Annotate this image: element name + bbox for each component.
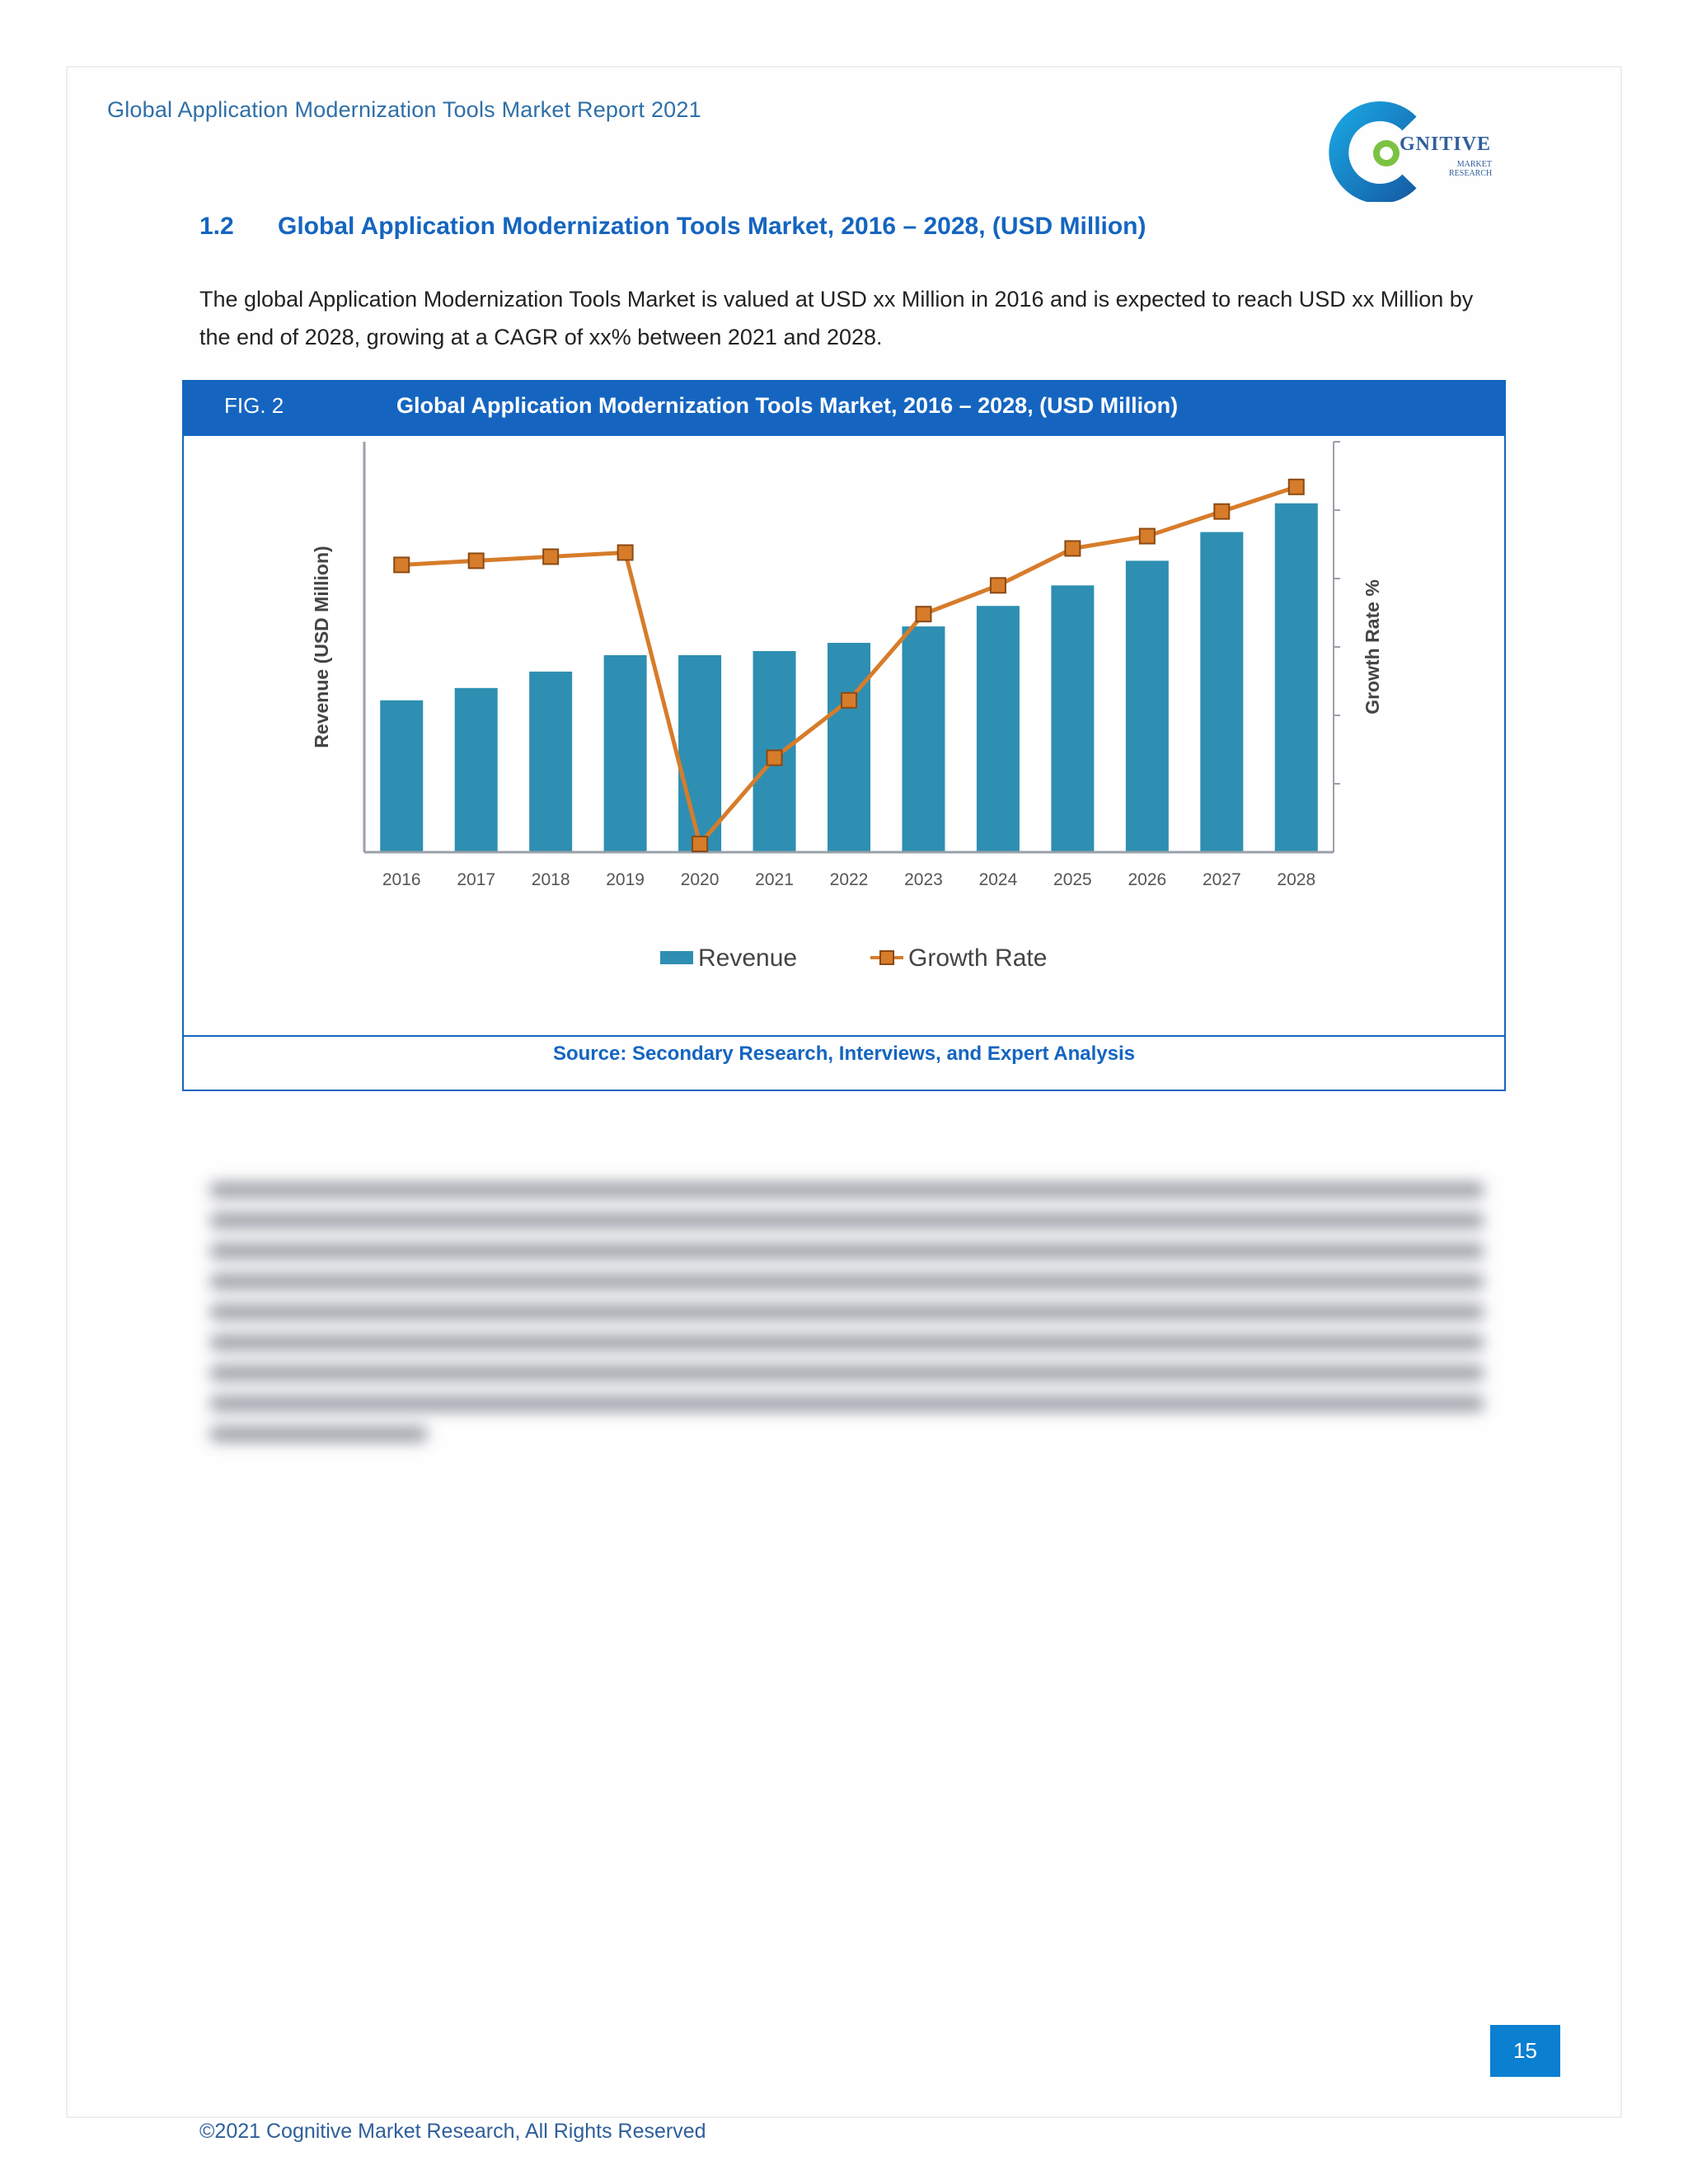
revenue-growth-chart [184,436,1504,1033]
intro-paragraph: The global Application Modernization Tools Market is valued at USD xx Million in 2016 and is expected to reach USD xx Million by the end of 2028, growing at a CAGR of xx% between 2021 and 2028. [199,287,1474,349]
x-tick-label-2024: 2024 [978,870,1018,889]
legend-revenue-swatch [660,951,693,964]
source-divider [184,1035,1504,1037]
revenue-bar-2027 [1200,532,1243,852]
figure-title-bar [184,382,1504,436]
x-tick-label-2028: 2028 [1277,870,1316,889]
revenue-bar-2024 [977,606,1020,852]
growth-rate-marker-2016 [394,557,409,572]
figure-title: Global Application Modernization Tools Market, 2016 – 2028, (USD Million) [396,393,1179,418]
revenue-bar-2025 [1051,585,1094,852]
revenue-bar-2016 [380,701,423,852]
legend [660,944,1047,972]
y-axis-label: Revenue (USD Million) [311,546,332,748]
x-tick-label-2017: 2017 [457,870,496,889]
growth-rate-marker-2021 [767,750,782,765]
growth-rate-marker-2028 [1289,480,1304,494]
blurred-body-text [210,1183,1484,1471]
revenue-bar-2023 [902,626,945,852]
page-number: 15 [1490,2025,1560,2077]
revenue-bar-2017 [455,688,498,852]
figure-box [182,380,1506,1091]
revenue-bar-2018 [529,672,572,852]
growth-rate-marker-2023 [916,607,931,621]
revenue-bars [380,504,1318,852]
x-tick-label-2022: 2022 [829,870,869,889]
x-tick-label-2019: 2019 [606,870,645,889]
revenue-bar-2020 [678,655,721,852]
x-tick-label-2021: 2021 [755,870,794,889]
x-tick-label-2026: 2026 [1128,870,1167,889]
revenue-bar-2019 [604,655,647,852]
logo-subtitle: MARKET RESEARCH [1449,160,1493,178]
logo-wordmark: GNITIVE [1400,134,1492,155]
x-tick-label-2018: 2018 [531,870,570,889]
growth-rate-marker-2022 [842,693,856,708]
growth-rate-marker-2020 [692,837,707,851]
growth-rate-marker-2018 [543,549,558,564]
legend-growth-marker [880,951,893,964]
growth-rate-marker-2027 [1214,504,1229,519]
legend-revenue-label: Revenue [698,944,798,972]
revenue-bar-2026 [1126,560,1169,852]
right-axis-ticks [1334,442,1340,784]
figure-source: Source: Secondary Research, Interviews, and Expert Analysis [552,1043,1136,1065]
footer-copyright: ©2021 Cognitive Market Research, All Rights Reserved [199,2120,706,2143]
company-logo [1327,99,1492,202]
section-title: Global Application Modernization Tools Market, 2016 – 2028, (USD Million) [278,213,1146,240]
legend-growth-label: Growth Rate [908,944,1048,972]
figure-label: FIG. 2 [224,393,284,418]
revenue-bar-2028 [1275,504,1318,852]
x-tick-label-2025: 2025 [1053,870,1092,889]
growth-rate-marker-2019 [618,545,633,560]
x-tick-label-2016: 2016 [382,870,421,889]
growth-rate-marker-2024 [991,578,1006,593]
section-number: 1.2 [199,213,234,240]
running-header: Global Application Modernization Tools Market Report 2021 [107,97,701,122]
x-tick-label-2027: 2027 [1202,870,1241,889]
page-frame [66,66,1622,2118]
x-axis-tick-labels [382,870,1315,889]
growth-rate-marker-2025 [1065,541,1080,555]
section-heading [199,213,1146,241]
x-tick-label-2020: 2020 [680,870,720,889]
revenue-bar-2022 [828,643,870,852]
growth-rate-marker-2017 [469,553,484,568]
x-tick-label-2023: 2023 [904,870,943,889]
growth-rate-marker-2026 [1140,529,1155,544]
y2-axis-label: Growth Rate % [1362,579,1383,715]
